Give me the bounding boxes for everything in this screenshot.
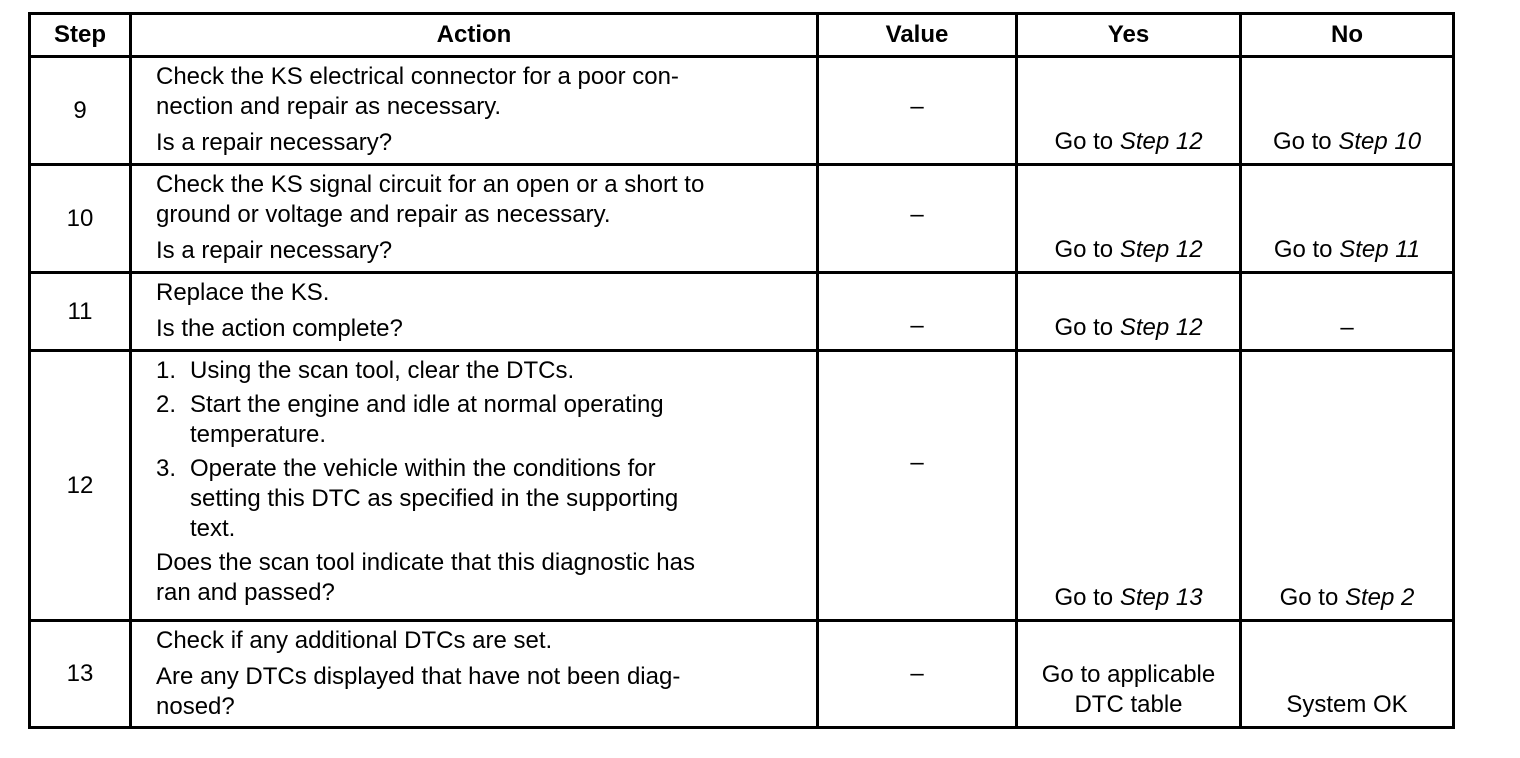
table-row xyxy=(30,165,1454,273)
yes-step-link: Step 12 xyxy=(1119,314,1203,341)
table-row xyxy=(30,273,1454,351)
list-item-number: 2. xyxy=(156,391,177,418)
list-item-text: Operate the vehicle within the conditions for xyxy=(190,455,656,482)
action-cell xyxy=(131,273,818,351)
yes-prefix: Go to xyxy=(1054,236,1114,263)
yes-cell xyxy=(1017,273,1241,351)
yes-step-link: Step 12 xyxy=(1119,236,1203,263)
action-text-line: Check the KS electrical connector for a poor con- xyxy=(156,63,679,90)
value-cell: – xyxy=(818,351,1017,621)
header-step: Step xyxy=(30,14,131,57)
action-question: Is the action complete? xyxy=(156,315,403,342)
list-item xyxy=(156,454,806,544)
step-number: 12 xyxy=(30,351,131,621)
no-prefix: Go to xyxy=(1279,584,1339,611)
header-action: Action xyxy=(131,14,818,57)
yes-cell xyxy=(1017,621,1241,728)
header-yes: Yes xyxy=(1017,14,1241,57)
yes-cell xyxy=(1017,351,1241,621)
action-question: Is a repair necessary? xyxy=(156,129,393,156)
action-question: nosed? xyxy=(156,693,235,720)
no-step-link: Step 11 xyxy=(1339,236,1421,263)
yes-prefix: Go to xyxy=(1054,584,1114,611)
list-item-text: text. xyxy=(190,515,236,542)
no-prefix: Go to xyxy=(1272,128,1332,155)
no-step-link: Step 10 xyxy=(1338,128,1422,155)
action-text-line: nection and repair as necessary. xyxy=(156,93,502,120)
step-number: 9 xyxy=(30,57,131,165)
no-cell: – xyxy=(1241,273,1454,351)
action-question: ran and passed? xyxy=(156,579,335,606)
numbered-list xyxy=(156,356,806,544)
value-cell: – xyxy=(818,165,1017,273)
action-question: Are any DTCs displayed that have not been diag- xyxy=(156,663,681,690)
value-cell: – xyxy=(818,273,1017,351)
action-text-line: ground or voltage and repair as necessary. xyxy=(156,201,611,228)
no-step-link: Step 2 xyxy=(1344,584,1415,611)
action-cell xyxy=(131,621,818,728)
list-item xyxy=(156,390,806,450)
value-cell: – xyxy=(818,57,1017,165)
yes-text-line: DTC table xyxy=(1074,691,1183,718)
step-number: 13 xyxy=(30,621,131,728)
action-question: Does the scan tool indicate that this diagnostic has xyxy=(156,549,695,576)
no-cell xyxy=(1241,165,1454,273)
yes-cell xyxy=(1017,165,1241,273)
yes-prefix: Go to xyxy=(1054,128,1114,155)
table-row xyxy=(30,57,1454,165)
table-row xyxy=(30,621,1454,728)
yes-step-link: Step 12 xyxy=(1119,128,1203,155)
yes-cell xyxy=(1017,57,1241,165)
action-text-line: Check the KS signal circuit for an open or a short to xyxy=(156,171,705,198)
action-text-line: Replace the KS. xyxy=(156,279,330,306)
value-cell: – xyxy=(818,621,1017,728)
action-text-line: Check if any additional DTCs are set. xyxy=(156,627,553,654)
list-item-number: 1. xyxy=(156,357,177,384)
step-number: 11 xyxy=(30,273,131,351)
list-item-text: temperature. xyxy=(190,421,327,448)
header-no: No xyxy=(1241,14,1454,57)
list-item-number: 3. xyxy=(156,455,177,482)
no-prefix: Go to xyxy=(1273,236,1333,263)
yes-prefix: Go to xyxy=(1054,314,1114,341)
list-item-text: Start the engine and idle at normal operating xyxy=(190,391,664,418)
table-row xyxy=(30,351,1454,621)
list-item-text: setting this DTC as specified in the supporting xyxy=(190,485,679,512)
action-cell xyxy=(131,57,818,165)
no-cell xyxy=(1241,351,1454,621)
list-item-text: Using the scan tool, clear the DTCs. xyxy=(190,357,575,384)
yes-step-link: Step 13 xyxy=(1119,584,1203,611)
list-item xyxy=(156,356,806,386)
action-cell xyxy=(131,351,818,621)
action-question: Is a repair necessary? xyxy=(156,237,393,264)
action-cell xyxy=(131,165,818,273)
header-row xyxy=(30,14,1454,57)
step-number: 10 xyxy=(30,165,131,273)
diagnostic-table xyxy=(28,12,1455,729)
yes-text-line: Go to applicable xyxy=(1041,661,1216,688)
header-value: Value xyxy=(818,14,1017,57)
no-cell xyxy=(1241,57,1454,165)
no-cell: System OK xyxy=(1241,621,1454,728)
